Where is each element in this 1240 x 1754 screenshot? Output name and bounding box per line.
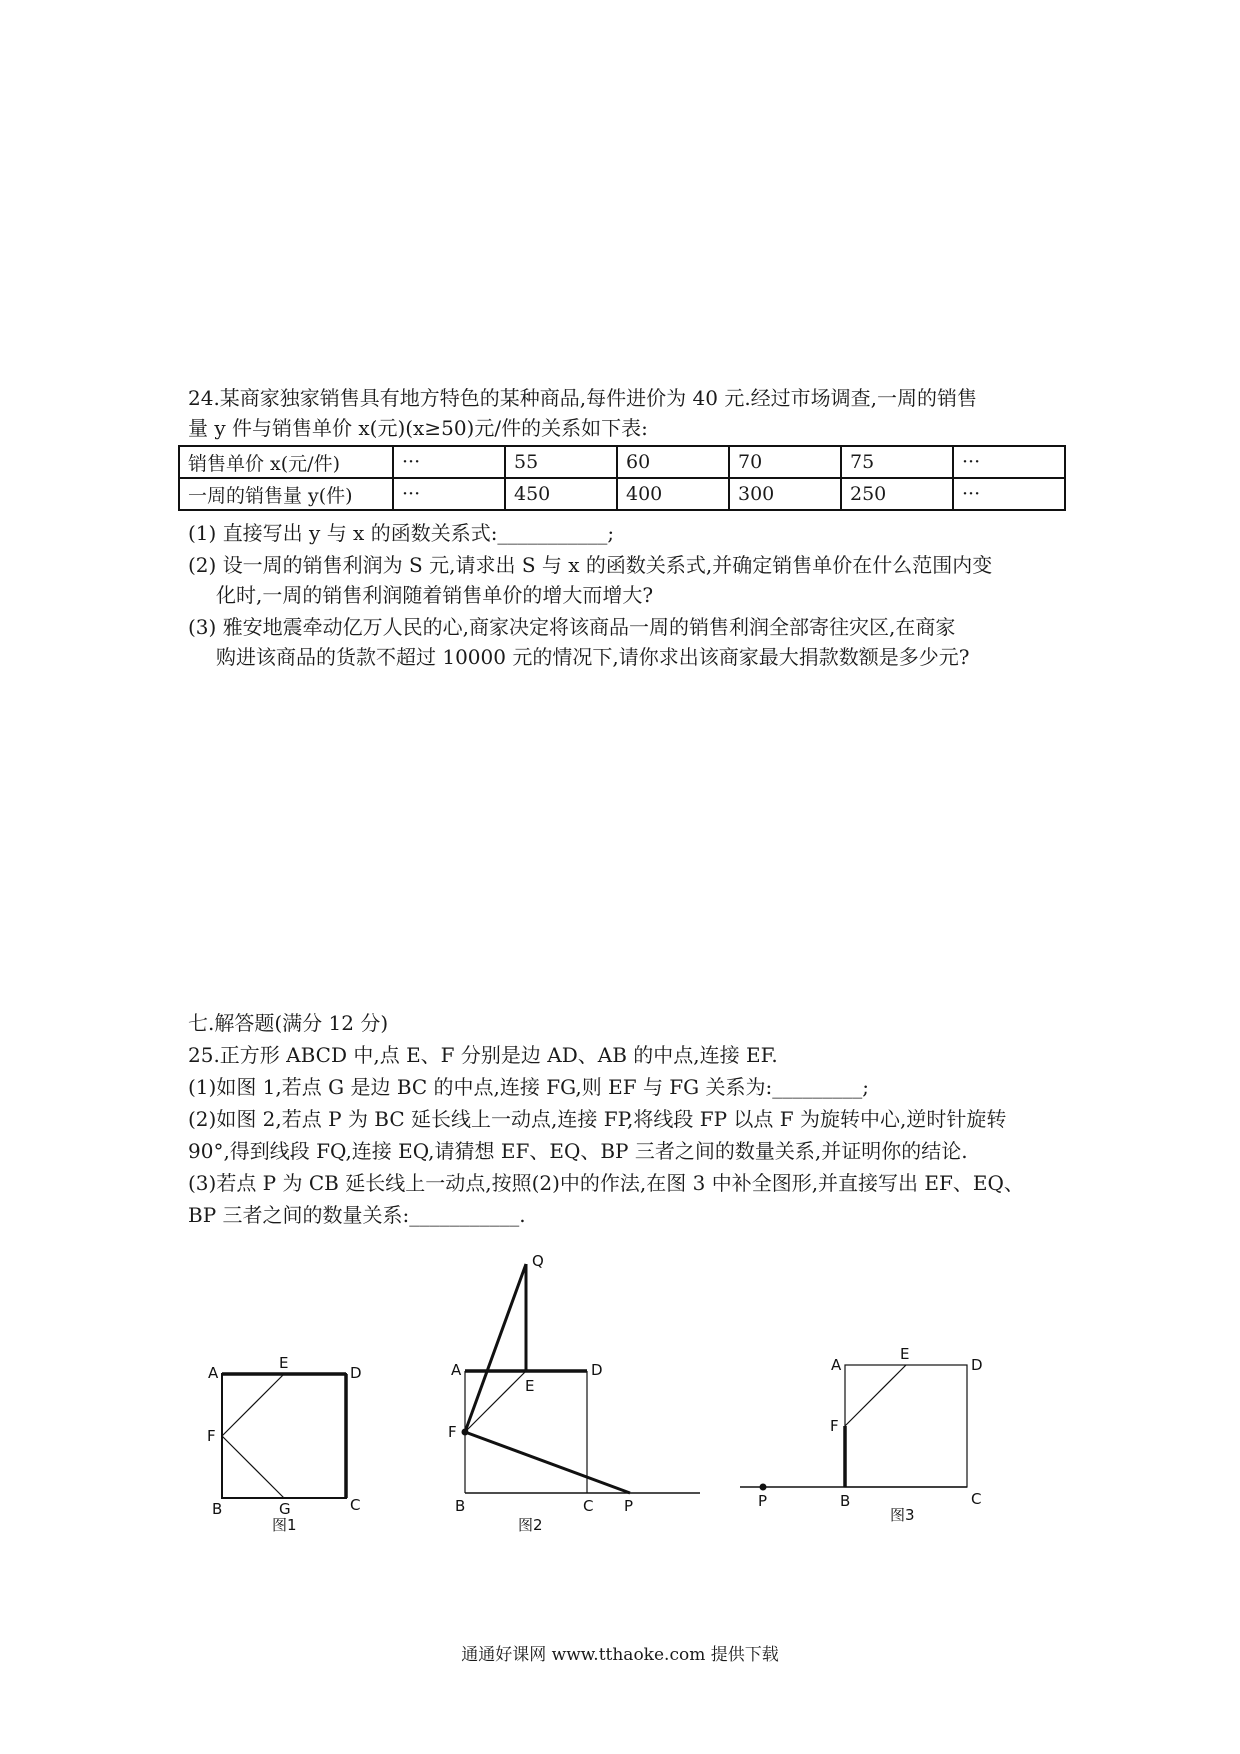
table-cell: 销售单价 x(元/件) — [179, 446, 393, 478]
label-b: B — [840, 1492, 851, 1510]
label-e: E — [525, 1377, 535, 1395]
q25-part2b: 90°,得到线段 FQ,连接 EQ,请猜想 EF、EQ、BP 三者之间的数量关系,并证明你的结论. — [188, 1139, 968, 1163]
table-cell: ··· — [953, 446, 1065, 478]
label-d: D — [350, 1364, 362, 1382]
q24-part1: (1) 直接写出 y 与 x 的函数关系式:___________; — [188, 521, 615, 545]
table-cell: 450 — [505, 478, 617, 510]
label-e: E — [900, 1345, 910, 1363]
figure-3-caption: 图3 — [890, 1506, 915, 1524]
label-d: D — [591, 1361, 603, 1379]
table-cell: 300 — [729, 478, 841, 510]
label-c: C — [971, 1490, 982, 1508]
table-cell: 400 — [617, 478, 729, 510]
segment-ef — [222, 1374, 284, 1436]
segment-fp — [465, 1432, 630, 1493]
table-cell: ··· — [393, 478, 505, 510]
table-cell: ··· — [393, 446, 505, 478]
q24-part3a: (3) 雅安地震牵动亿万人民的心,商家决定将该商品一周的销售利润全部寄往灾区,在商家 — [188, 615, 956, 639]
label-a: A — [451, 1361, 462, 1379]
label-f: F — [207, 1427, 216, 1445]
figure-1-caption: 图1 — [272, 1516, 297, 1534]
square-abcd — [222, 1374, 346, 1498]
label-b: B — [212, 1500, 223, 1518]
label-c: C — [350, 1496, 361, 1514]
figure-2 — [440, 1250, 710, 1540]
label-f: F — [448, 1423, 457, 1441]
table-cell: ··· — [953, 478, 1065, 510]
label-d: D — [971, 1356, 983, 1374]
label-b: B — [455, 1497, 466, 1515]
label-p: P — [624, 1497, 634, 1515]
square-abcd — [845, 1365, 967, 1487]
question-24 — [188, 385, 977, 445]
point-p — [760, 1484, 767, 1491]
table-cell: 75 — [841, 446, 953, 478]
label-a: A — [208, 1364, 219, 1382]
q24-line1: 24.某商家独家销售具有地方特色的某种商品,每件进价为 40 元.经过市场调查,一周的销售 — [188, 386, 978, 410]
table-cell: 一周的销售量 y(件) — [179, 478, 393, 510]
segment-fg — [222, 1436, 284, 1498]
figure-2-caption: 图2 — [518, 1516, 543, 1534]
section-heading: 七.解答题(满分 12 分) — [188, 1011, 389, 1035]
question-25 — [188, 1010, 1024, 1234]
q25-part3a: (3)若点 P 为 CB 延长线上一动点,按照(2)中的作法,在图 3 中补全图形,并直接写出 EF、EQ、 — [188, 1171, 1024, 1195]
label-f: F — [830, 1417, 839, 1435]
q24-part2a: (2) 设一周的销售利润为 S 元,请求出 S 与 x 的函数关系式,并确定销售单价在什么范围内变 — [188, 553, 993, 577]
q24-parts — [188, 520, 992, 674]
q24-part2b: 化时,一周的销售利润随着销售单价的增大而增大? — [216, 583, 654, 607]
label-q: Q — [532, 1252, 544, 1270]
table-cell: 55 — [505, 446, 617, 478]
sales-table — [178, 445, 1066, 511]
label-p: P — [758, 1492, 768, 1510]
segment-ef — [845, 1365, 906, 1426]
label-c: C — [583, 1497, 594, 1515]
q24-line2: 量 y 件与销售单价 x(元)(x≥50)元/件的关系如下表: — [188, 416, 648, 440]
segment-ef — [465, 1371, 526, 1432]
q25-part2a: (2)如图 2,若点 P 为 BC 延长线上一动点,连接 FP,将线段 FP 以点 F 为旋转中心,逆时针旋转 — [188, 1107, 1007, 1131]
label-a: A — [831, 1356, 842, 1374]
figure-3 — [730, 1340, 990, 1540]
table-cell: 250 — [841, 478, 953, 510]
q25-part3b: BP 三者之间的数量关系:___________. — [188, 1203, 526, 1227]
label-g: G — [279, 1500, 291, 1518]
footer-credit: 通通好课网 www.tthaoke.com 提供下载 — [461, 1645, 779, 1665]
q25-stem: 25.正方形 ABCD 中,点 E、F 分别是边 AD、AB 的中点,连接 EF. — [188, 1043, 778, 1067]
table-cell: 60 — [617, 446, 729, 478]
point-f — [462, 1429, 469, 1436]
label-e: E — [279, 1354, 289, 1372]
table-row — [179, 478, 1065, 510]
segment-fq — [465, 1264, 526, 1432]
table-row — [179, 446, 1065, 478]
q24-part3b: 购进该商品的货款不超过 10000 元的情况下,请你求出该商家最大捐款数额是多少元? — [216, 645, 970, 669]
q25-part1: (1)如图 1,若点 G 是边 BC 的中点,连接 FG,则 EF 与 FG 关系为:_________; — [188, 1075, 869, 1099]
figure-1 — [200, 1340, 380, 1540]
table-cell: 70 — [729, 446, 841, 478]
